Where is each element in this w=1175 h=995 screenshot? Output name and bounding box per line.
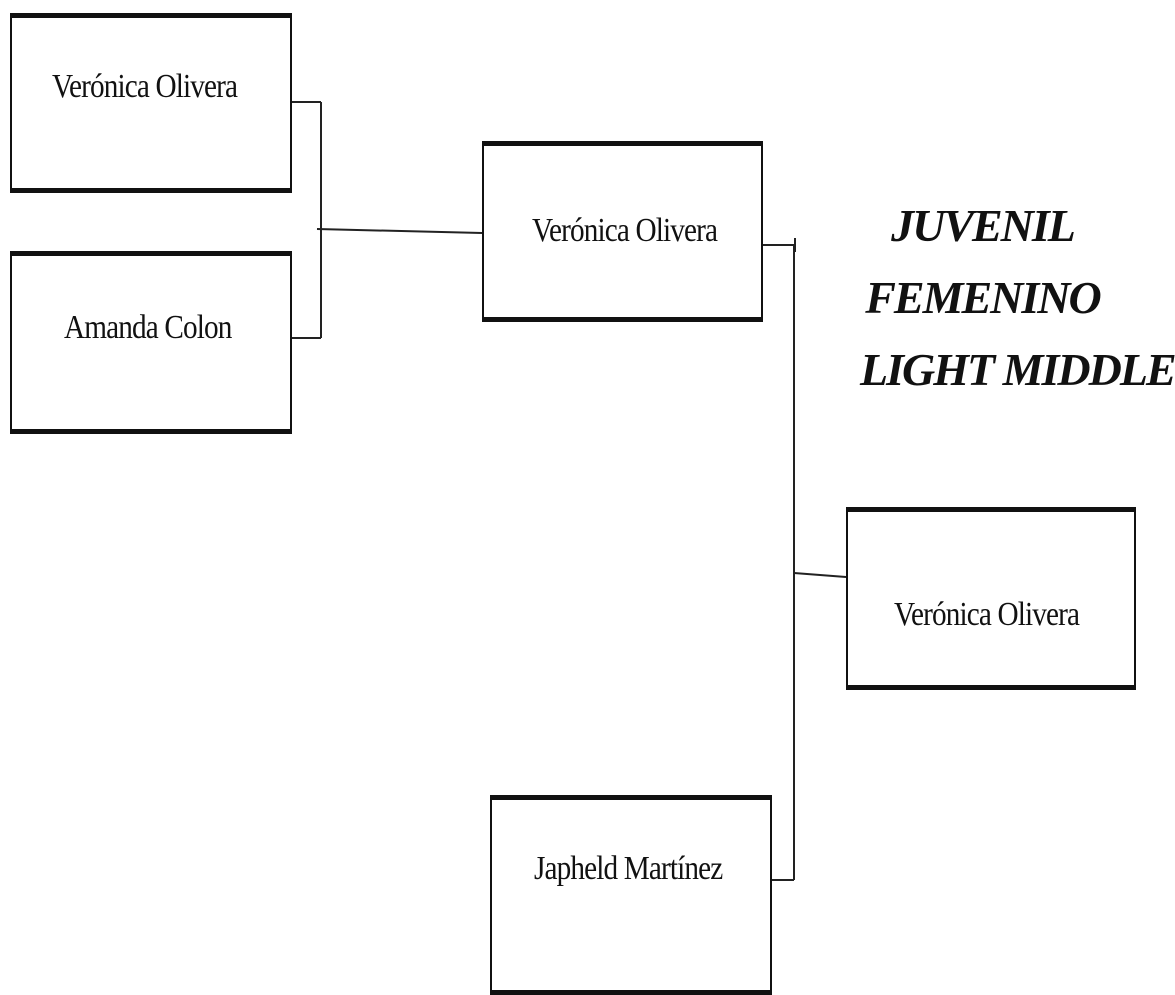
competitor-name: Verónica Olivera <box>894 596 1080 633</box>
bracket-slot-final-winner <box>846 507 1136 690</box>
competitor-name: Verónica Olivera <box>52 68 238 105</box>
competitor-name: Japheld Martínez <box>534 850 723 887</box>
bracket-slot-round2-bottom <box>490 795 772 995</box>
division-title-line2: FEMENINO <box>865 272 1100 323</box>
competitor-name: Verónica Olivera <box>532 212 718 249</box>
connector-r1-to-semi <box>317 229 482 233</box>
division-title-line1: JUVENIL <box>891 200 1074 251</box>
competitor-name: Amanda Colon <box>64 309 232 346</box>
division-title <box>860 190 1175 406</box>
bracket-slot-round1-top <box>10 13 292 193</box>
connector-r2-to-final <box>794 573 846 577</box>
division-title-line3: LIGHT MIDDLE <box>860 344 1175 395</box>
bracket-slot-semifinal <box>482 141 763 322</box>
bracket-slot-round1-bottom <box>10 251 292 434</box>
